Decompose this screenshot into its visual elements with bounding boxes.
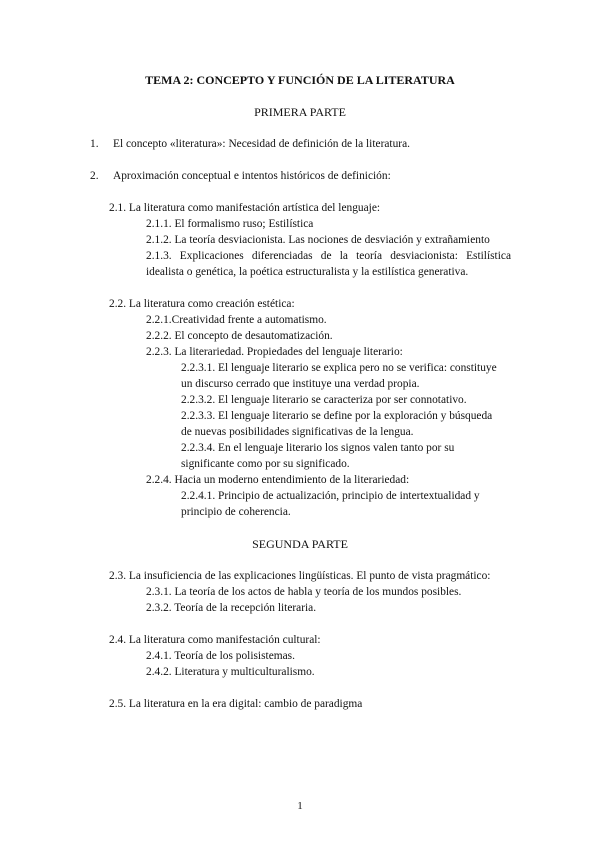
sub-subsection-item-continuation: significante como por su significado.: [181, 458, 350, 470]
subsection-item: 2.4.1. Teoría de los polisistemas.: [146, 650, 295, 662]
subsection-item: 2.1.1. El formalismo ruso; Estilística: [146, 218, 314, 230]
item-text: El concepto «literatura»: Necesidad de definición de la literatura.: [113, 138, 410, 150]
section-heading: 2.5. La literatura en la era digital: cambio de paradigma: [109, 698, 363, 710]
item-number: 2.: [90, 170, 99, 182]
section-heading: 2.2. La literatura como creación estética:: [109, 298, 295, 310]
subsection-item: 2.2.3. La literariedad. Propiedades del lenguaje literario:: [146, 346, 403, 358]
sub-subsection-item: 2.2.3.1. El lenguaje literario se explica pero no se verifica: constituye: [181, 362, 497, 374]
sub-subsection-item: 2.2.3.4. En el lenguaje literario los signos valen tanto por su: [181, 442, 455, 454]
subsection-item: 2.1.2. La teoría desviacionista. Las nociones de desviación y extrañamiento: [146, 234, 490, 246]
subsection-item: 2.2.1.Creatividad frente a automatismo.: [146, 314, 327, 326]
part-heading-second: SEGUNDA PARTE: [252, 537, 348, 551]
sub-subsection-item: 2.2.3.2. El lenguaje literario se caracteriza por ser connotativo.: [181, 394, 467, 406]
subsection-item: 2.4.2. Literatura y multiculturalismo.: [146, 666, 315, 678]
section-heading: 2.1. La literatura como manifestación artística del lenguaje:: [109, 202, 381, 214]
section-heading: 2.3. La insuficiencia de las explicaciones lingüísticas. El punto de vista pragmático:: [109, 570, 491, 582]
page-number: 1: [297, 800, 303, 812]
subsection-item: 2.2.4. Hacia un moderno entendimiento de la literariedad:: [146, 474, 410, 486]
sub-subsection-item-continuation: principio de coherencia.: [181, 506, 291, 518]
page-title: TEMA 2: CONCEPTO Y FUNCIÓN DE LA LITERATURA: [145, 73, 455, 87]
subsection-item-continuation: idealista o genética, la poética estructuralista y la estilística generativa.: [146, 266, 469, 278]
subsection-item: 2.3.2. Teoría de la recepción literaria.: [146, 602, 317, 614]
sub-subsection-item: 2.2.4.1. Principio de actualización, principio de intertextualidad y: [181, 490, 480, 502]
subsection-item: 2.3.1. La teoría de los actos de habla y teoría de los mundos posibles.: [146, 586, 462, 598]
subsection-item: 2.2.2. El concepto de desautomatización.: [146, 330, 333, 342]
sub-subsection-item: 2.2.3.3. El lenguaje literario se define por la exploración y búsqueda: [181, 410, 493, 422]
part-heading-first: PRIMERA PARTE: [254, 105, 346, 119]
section-heading: 2.4. La literatura como manifestación cultural:: [109, 634, 321, 646]
sub-subsection-item-continuation: un discurso cerrado que instituye una verdad propia.: [181, 378, 420, 390]
sub-subsection-item-continuation: de nuevas posibilidades significativas de la lengua.: [181, 426, 414, 438]
item-number: 1.: [90, 138, 99, 150]
item-text: Aproximación conceptual e intentos históricos de definición:: [113, 170, 391, 182]
subsection-item: 2.1.3. Explicaciones diferenciadas de la teoría desviacionista: Estilística: [146, 250, 511, 262]
